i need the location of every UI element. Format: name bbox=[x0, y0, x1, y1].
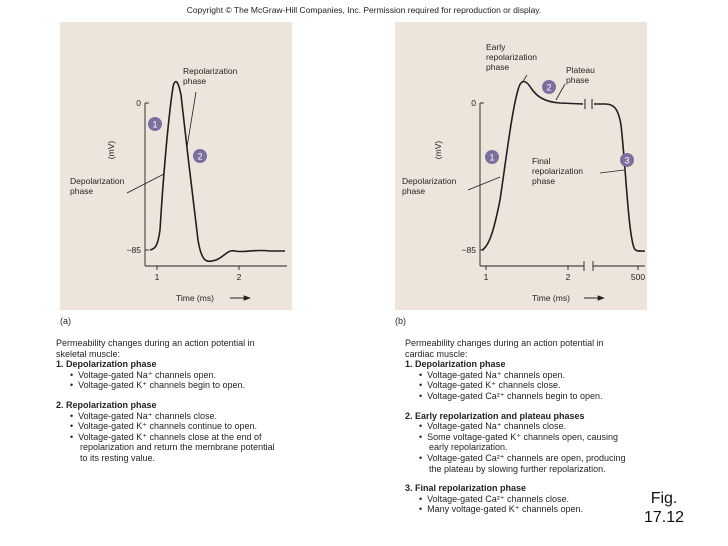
panel-a-x-tick-1: 1 bbox=[154, 272, 160, 282]
panel-b-depolarization-label: Depolarization phase bbox=[402, 176, 457, 196]
panel-b-marker-2 bbox=[542, 80, 556, 94]
panel-b-letter: (b) bbox=[395, 316, 406, 326]
svg-text:1: 1 bbox=[152, 119, 158, 130]
svg-text:2: 2 bbox=[546, 82, 552, 93]
panel-a-section-1-title: 1. Depolarization phase bbox=[56, 359, 157, 370]
panel-a-bullet: • Voltage-gated K⁺ channels close at the end of repolarization and return the membrane potential to its resting value. bbox=[70, 431, 275, 463]
panel-b-x-axis-label: Time (ms) bbox=[532, 293, 570, 303]
panel-a-bullet: • Voltage-gated K⁺ channels continue to open. bbox=[70, 421, 258, 432]
panel-a-depolarization-label: Depolarization phase bbox=[70, 176, 125, 196]
panel-b-early-repolarization-label: Early repolarization phase bbox=[486, 42, 538, 72]
panel-b-intro-line-2: cardiac muscle: bbox=[405, 348, 468, 359]
panel-a-depolarization-leader bbox=[127, 174, 164, 193]
panel-b-final-repolarization-label: Final repolarization phase bbox=[532, 156, 584, 186]
panel-b-plateau-label: Plateau phase bbox=[566, 65, 595, 85]
panel-b-plateau-leader bbox=[556, 84, 565, 100]
panel-b-section-1-title: 1. Depolarization phase bbox=[405, 359, 506, 370]
panel-b-bullet: • Voltage-gated K⁺ channels close. bbox=[419, 380, 561, 391]
panel-a-description bbox=[56, 338, 356, 464]
panel-b-x-tick-500: 500 bbox=[630, 272, 646, 282]
panel-b-depolarization-leader bbox=[468, 177, 500, 190]
panel-a-repolarization-leader bbox=[187, 92, 196, 147]
svg-text:1: 1 bbox=[489, 152, 495, 163]
panel-b-curve-late bbox=[594, 104, 645, 251]
figure-label: Fig. 17.12 bbox=[644, 490, 685, 526]
panel-a-y-tick-minus85: −85 bbox=[126, 245, 141, 255]
panel-a-x-axis-label: Time (ms) bbox=[176, 293, 214, 303]
panel-b-bullet: • Voltage-gated Ca²⁺ channels are open, producing the plateau by slowing further repolarization. bbox=[419, 452, 626, 474]
panel-b-section-3-title: 3. Final repolarization phase bbox=[405, 483, 527, 494]
panel-b-intro-line-1: Permeability changes during an action potential in bbox=[405, 338, 604, 348]
panel-b-bullet: • Voltage-gated Ca²⁺ channels close. bbox=[419, 493, 569, 504]
panel-a-action-potential-curve bbox=[150, 82, 285, 262]
panel-a-section-2-title: 2. Repolarization phase bbox=[56, 399, 157, 410]
panel-b-bullet: • Voltage-gated Na⁺ channels close. bbox=[419, 421, 566, 432]
panel-b-bullet: • Voltage-gated Ca²⁺ channels begin to open. bbox=[419, 390, 603, 401]
panel-b-bullet: • Some voltage-gated K⁺ channels open, causing early repolarization. bbox=[419, 431, 619, 453]
panel-b-marker-1 bbox=[485, 150, 499, 164]
panel-a-y-axis-label: (mV) bbox=[106, 140, 116, 160]
panel-b-final-leader bbox=[600, 170, 624, 173]
panel-b-y-tick-minus85: −85 bbox=[461, 245, 476, 255]
panel-b-y-axis-label: (mV) bbox=[433, 140, 443, 160]
panel-b-section-2-title: 2. Early repolarization and plateau phases bbox=[405, 410, 585, 421]
panel-a-plot bbox=[70, 66, 287, 303]
panel-a-bullet: • Voltage-gated Na⁺ channels open. bbox=[70, 369, 217, 380]
panel-a-marker-2 bbox=[193, 149, 207, 163]
panel-a-bullet: • Voltage-gated Na⁺ channels close. bbox=[70, 410, 217, 421]
panel-a-y-tick-0: 0 bbox=[136, 98, 141, 108]
panel-b-bullet: • Voltage-gated Na⁺ channels open. bbox=[419, 369, 566, 380]
panel-b-x-tick-2: 2 bbox=[565, 272, 571, 282]
panel-b-marker-3 bbox=[620, 153, 634, 167]
panel-a-bullet: • Voltage-gated K⁺ channels begin to open. bbox=[70, 380, 246, 391]
panel-a-intro-line-2: skeletal muscle: bbox=[56, 348, 121, 359]
svg-text:2: 2 bbox=[197, 151, 203, 162]
panel-b-plot bbox=[402, 42, 645, 303]
panel-b-bullet: • Many voltage-gated K⁺ channels open. bbox=[419, 504, 584, 515]
panel-a-letter: (a) bbox=[60, 316, 71, 326]
panel-b-y-tick-0: 0 bbox=[471, 98, 476, 108]
panel-b-x-tick-1: 1 bbox=[483, 272, 489, 282]
panel-a-x-tick-2: 2 bbox=[236, 272, 242, 282]
panel-a-intro-line-1: Permeability changes during an action potential in bbox=[56, 338, 255, 348]
panel-a-repolarization-label: Repolarization phase bbox=[183, 66, 238, 86]
svg-text:3: 3 bbox=[624, 155, 630, 166]
panel-a-marker-1 bbox=[148, 117, 162, 131]
copyright-notice: Copyright © The McGraw-Hill Companies, Inc. Permission required for reproduction or display. bbox=[186, 5, 542, 15]
